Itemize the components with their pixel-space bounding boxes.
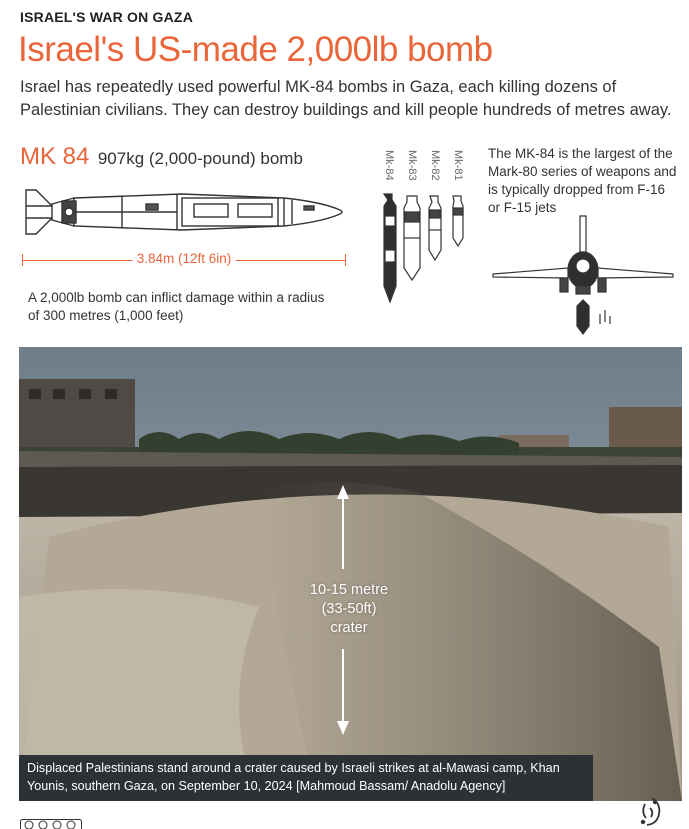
crater-label-line2: (33-50ft) — [321, 601, 377, 617]
photo-caption: Displaced Palestinians stand around a crater caused by Israeli strikes at al-Mawasi camp, Khan Younis, southern Gaza, on September 10, 2024 [Mahmoud Bassam/ Anadolu Agency] — [19, 755, 593, 801]
dimension-tick-left — [22, 254, 23, 266]
series-label-mk83: Mk-83 — [406, 150, 418, 181]
mk84-side-view-illustration — [22, 184, 348, 240]
creative-commons-icon — [20, 819, 82, 829]
damage-radius-note: A 2,000lb bomb can inflict damage within a radius of 300 metres (1,000 feet) — [28, 290, 325, 323]
crater-photo-illustration — [19, 347, 682, 801]
series-label-mk82: Mk-82 — [429, 150, 441, 181]
series-label-mk84: Mk-84 — [383, 150, 395, 181]
bomb-weight: 907kg (2,000-pound) bomb — [97, 149, 303, 168]
crater-label-line1: 10-15 metre — [309, 582, 389, 598]
crater-photo — [19, 347, 682, 801]
f16-jet-illustration — [488, 214, 678, 339]
al-jazeera-logo-icon — [637, 796, 667, 828]
mark80-series-illustration — [374, 146, 474, 306]
bomb-length-dimension — [22, 251, 346, 269]
bomb-length-label: 3.84m (12ft 6in) — [133, 251, 236, 266]
intro-text: Israel has repeatedly used powerful MK-84 bombs in Gaza, each killing dozens of Palestinian civilians. They can destroy buildings and kill people hundreds of metres away. — [20, 78, 672, 119]
bomb-heading — [20, 143, 303, 171]
bomb-name: MK 84 — [20, 143, 90, 170]
series-note: The MK-84 is the largest of the Mark-80 series of weapons and is typically dropped from F-16 or F-15 jets — [488, 146, 677, 215]
series-label-mk81: Mk-81 — [452, 150, 464, 181]
crater-size-label — [289, 581, 409, 638]
page-title: Israel's US-made 2,000lb bomb — [18, 30, 493, 69]
dimension-tick-right — [345, 254, 346, 266]
crater-label-line3: crater — [330, 620, 368, 636]
section-kicker: ISRAEL'S WAR ON GAZA — [20, 9, 193, 25]
